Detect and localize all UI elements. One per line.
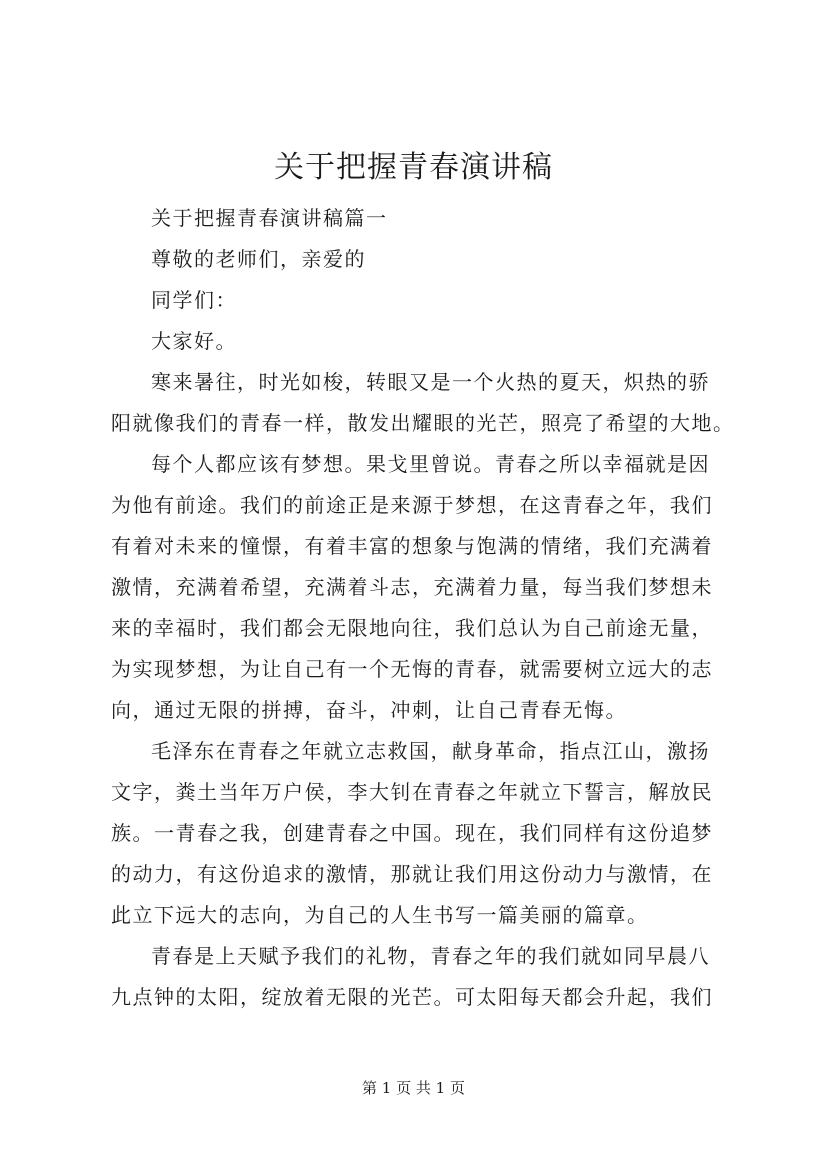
body-line: 为他有前途。我们的前途正是来源于梦想，在这青春之年，我们	[111, 493, 713, 517]
body-line: 同学们：	[151, 288, 237, 312]
body-line: 每个人都应该有梦想。果戈里曾说。青春之所以幸福就是因	[151, 452, 710, 476]
body-line: 大家好。	[151, 329, 237, 353]
body-line: 阳就像我们的青春一样，散发出耀眼的光芒，照亮了希望的大地。	[111, 411, 735, 435]
body-line: 有着对未来的憧憬，有着丰富的想象与饱满的情绪，我们充满着	[111, 534, 713, 558]
body-line: 激情，充满着希望，充满着斗志，充满着力量，每当我们梦想未	[111, 575, 713, 599]
body-line: 寒来暑往，时光如梭，转眼又是一个火热的夏天，炽热的骄	[151, 370, 710, 394]
body-line: 青春是上天赋予我们的礼物，青春之年的我们就如同早晨八	[151, 944, 710, 968]
body-line: 此立下远大的志向，为自己的人生书写一篇美丽的篇章。	[111, 903, 649, 927]
body-line: 关于把握青春演讲稿篇一	[151, 206, 388, 230]
body-line: 来的幸福时，我们都会无限地向往，我们总认为自己前途无量，	[111, 616, 713, 640]
body-line: 为实现梦想，为让自己有一个无悔的青春，就需要树立远大的志	[111, 657, 713, 681]
body-line: 族。一青春之我，创建青春之中国。现在，我们同样有这份追梦	[111, 821, 713, 845]
document-title: 关于把握青春演讲稿	[274, 150, 553, 185]
page-number-footer: 第 1 页 共 1 页	[362, 1079, 465, 1097]
body-line: 文字，粪土当年万户侯，李大钊在青春之年就立下誓言，解放民	[111, 780, 713, 804]
body-line: 的动力，有这份追求的激情，那就让我们用这份动力与激情，在	[111, 862, 713, 886]
body-line: 九点钟的太阳，绽放着无限的光芒。可太阳每天都会升起，我们	[111, 985, 713, 1009]
body-line: 尊敬的老师们，亲爱的	[151, 247, 366, 271]
body-line: 向，通过无限的拼搏，奋斗，冲刺，让自己青春无悔。	[111, 698, 627, 722]
body-line: 毛泽东在青春之年就立志救国，献身革命，指点江山，激扬	[151, 739, 710, 763]
document-body	[111, 198, 735, 1018]
